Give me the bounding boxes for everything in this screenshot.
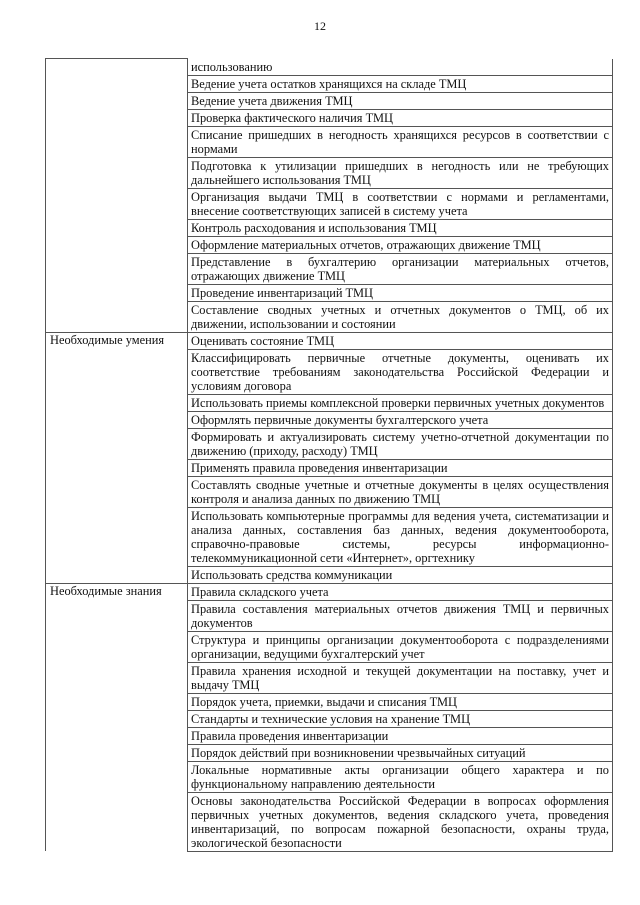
requirement-item: Основы законодательства Российской Федерации в вопросах оформления первичных учетных документов, ведения складского учета, проведения инвентаризаций, по вопросам пожарной безопасности, охраны труда, экологической безопасности — [188, 792, 613, 851]
requirement-item: Проведение инвентаризаций ТМЦ — [188, 284, 613, 301]
requirement-item: Списание пришедших в негодность хранящихся ресурсов в соответствии с нормами — [188, 126, 613, 157]
requirement-item: Правила проведения инвентаризации — [188, 727, 613, 744]
requirement-item: Применять правила проведения инвентаризации — [188, 459, 613, 476]
requirements-table — [45, 58, 613, 852]
requirement-item: Правила составления материальных отчетов движения ТМЦ и первичных документов — [188, 600, 613, 631]
requirement-item: Оценивать состояние ТМЦ — [188, 332, 613, 349]
table-row — [46, 583, 613, 600]
requirement-item: Составлять сводные учетные и отчетные документы в целях осуществления контроля и анализа данных по движению ТМЦ — [188, 476, 613, 507]
requirement-item: Структура и принципы организации документооборота с подразделениями организации, ведущими бухгалтерский учет — [188, 631, 613, 662]
requirement-item: Правила складского учета — [188, 583, 613, 600]
requirement-item: Организация выдачи ТМЦ в соответствии с нормами и регламентами, внесение соответствующих записей в систему учета — [188, 188, 613, 219]
page-number: 12 — [314, 19, 326, 33]
requirement-item: Порядок учета, приемки, выдачи и списания ТМЦ — [188, 693, 613, 710]
requirement-item: Ведение учета движения ТМЦ — [188, 92, 613, 109]
table-row — [46, 332, 613, 349]
requirement-item: Использовать приемы комплексной проверки первичных учетных документов — [188, 394, 613, 411]
requirement-item: Составление сводных учетных и отчетных документов о ТМЦ, об их движении, использовании и состоянии — [188, 301, 613, 332]
requirement-item: Использовать компьютерные программы для ведения учета, систематизации и анализа данных, составления баз данных, ведения документооборота, справочно-правовые системы, ресурсы информационно-телекоммуникационной сети «Интернет», оргтехнику — [188, 507, 613, 566]
requirement-item: Использовать средства коммуникации — [188, 566, 613, 583]
requirement-item: Контроль расходования и использования ТМЦ — [188, 219, 613, 236]
requirement-item: Оформление материальных отчетов, отражающих движение ТМЦ — [188, 236, 613, 253]
section-label: Необходимые умения — [46, 332, 188, 583]
requirement-item: Оформлять первичные документы бухгалтерского учета — [188, 411, 613, 428]
table-row — [46, 59, 613, 76]
requirement-item: Проверка фактического наличия ТМЦ — [188, 109, 613, 126]
table-body — [46, 59, 613, 852]
requirement-item: Стандарты и технические условия на хранение ТМЦ — [188, 710, 613, 727]
section-label: Необходимые знания — [46, 583, 188, 851]
section-label — [46, 59, 188, 333]
requirement-item: Ведение учета остатков хранящихся на складе ТМЦ — [188, 75, 613, 92]
requirement-item: Классифицировать первичные отчетные документы, оценивать их соответствие требованиям законодательства Российской Федерации и условиям договора — [188, 349, 613, 394]
requirement-item: Подготовка к утилизации пришедших в негодность или не требующих дальнейшего использования ТМЦ — [188, 157, 613, 188]
requirement-item: Представление в бухгалтерию организации материальных отчетов, отражающих движение ТМЦ — [188, 253, 613, 284]
requirement-item: Локальные нормативные акты организации общего характера и по функциональному направлению деятельности — [188, 761, 613, 792]
requirement-item: Правила хранения исходной и текущей документации на поставку, учет и выдачу ТМЦ — [188, 662, 613, 693]
requirement-item: использованию — [188, 59, 613, 76]
requirement-item: Порядок действий при возникновении чрезвычайных ситуаций — [188, 744, 613, 761]
requirement-item: Формировать и актуализировать систему учетно-отчетной документации по движению (приходу, расходу) ТМЦ — [188, 428, 613, 459]
